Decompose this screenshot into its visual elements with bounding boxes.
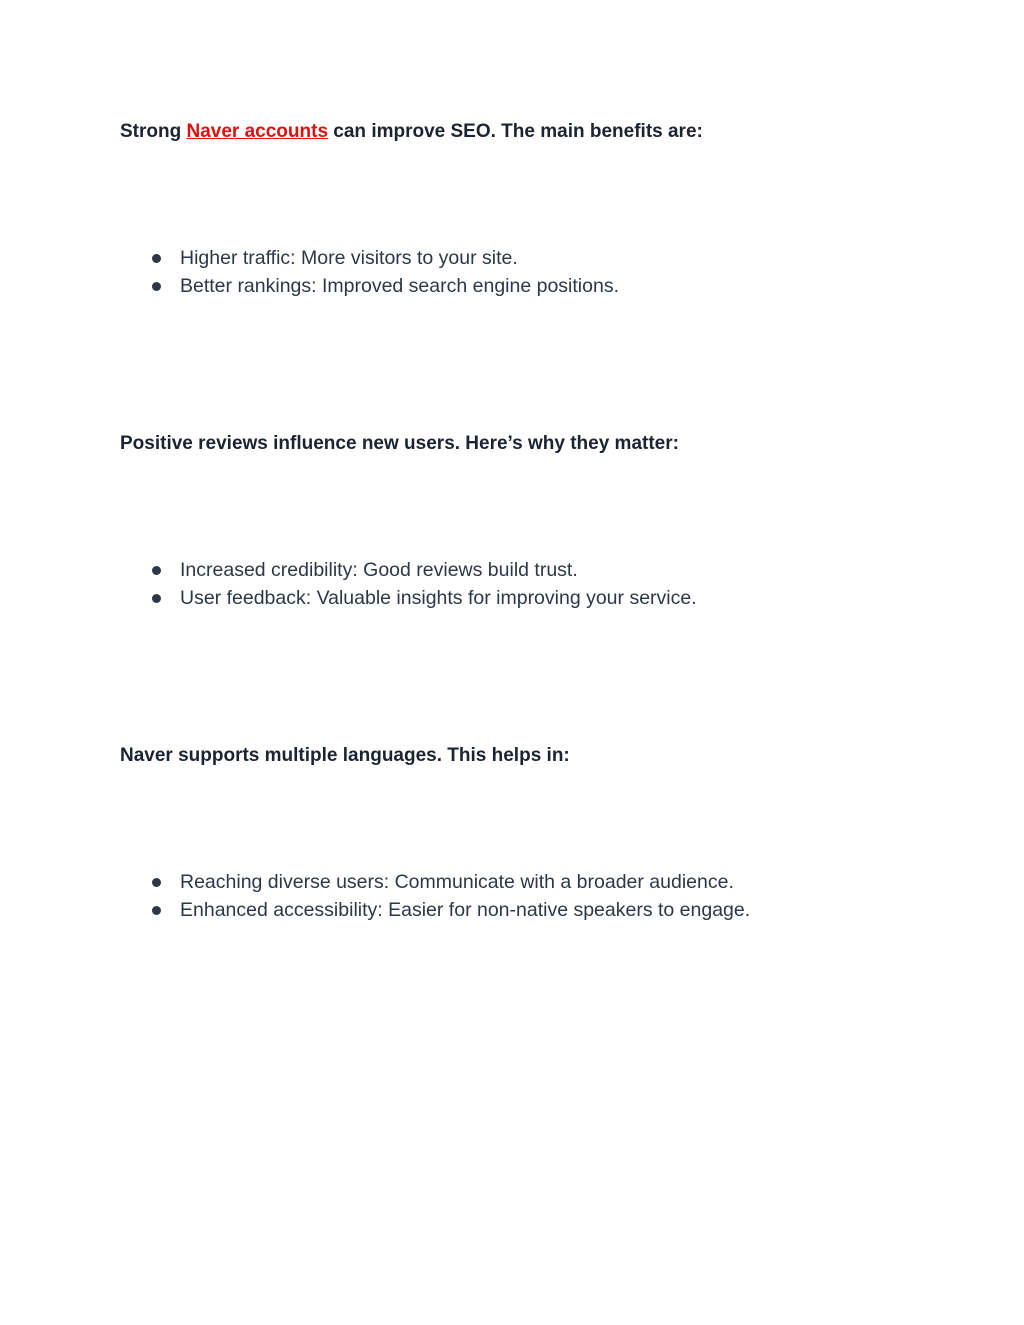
heading-suffix: can improve SEO. The main benefits are: xyxy=(328,121,703,142)
list-item-text: Higher traffic: More visitors to your site. xyxy=(180,247,518,269)
list-item-text: Better rankings: Improved search engine positions. xyxy=(180,275,619,297)
section-heading-seo xyxy=(120,120,703,144)
bullet-icon xyxy=(152,254,161,263)
section-heading-languages: Naver supports multiple languages. This helps in: xyxy=(120,745,570,766)
bullet-icon xyxy=(152,282,161,291)
list-item xyxy=(150,868,750,896)
bullet-icon xyxy=(152,594,161,603)
languages-benefits-list xyxy=(150,868,750,924)
heading-prefix: Strong xyxy=(120,121,187,142)
list-item xyxy=(150,244,619,272)
seo-benefits-list xyxy=(150,244,619,300)
list-item-text: Enhanced accessibility: Easier for non-native speakers to engage. xyxy=(180,899,751,921)
bullet-icon xyxy=(152,878,161,887)
section-heading-reviews: Positive reviews influence new users. Here’s why they matter: xyxy=(120,433,679,454)
bullet-icon xyxy=(152,566,161,575)
list-item-text: Reaching diverse users: Communicate with a broader audience. xyxy=(180,871,734,893)
list-item xyxy=(150,272,619,300)
list-item xyxy=(150,556,697,584)
list-item xyxy=(150,584,697,612)
naver-accounts-link[interactable]: Naver accounts xyxy=(186,121,329,142)
bullet-icon xyxy=(152,906,161,915)
list-item xyxy=(150,896,750,924)
reviews-benefits-list xyxy=(150,556,697,612)
list-item-text: Increased credibility: Good reviews build trust. xyxy=(180,559,578,581)
list-item-text: User feedback: Valuable insights for improving your service. xyxy=(180,587,697,609)
